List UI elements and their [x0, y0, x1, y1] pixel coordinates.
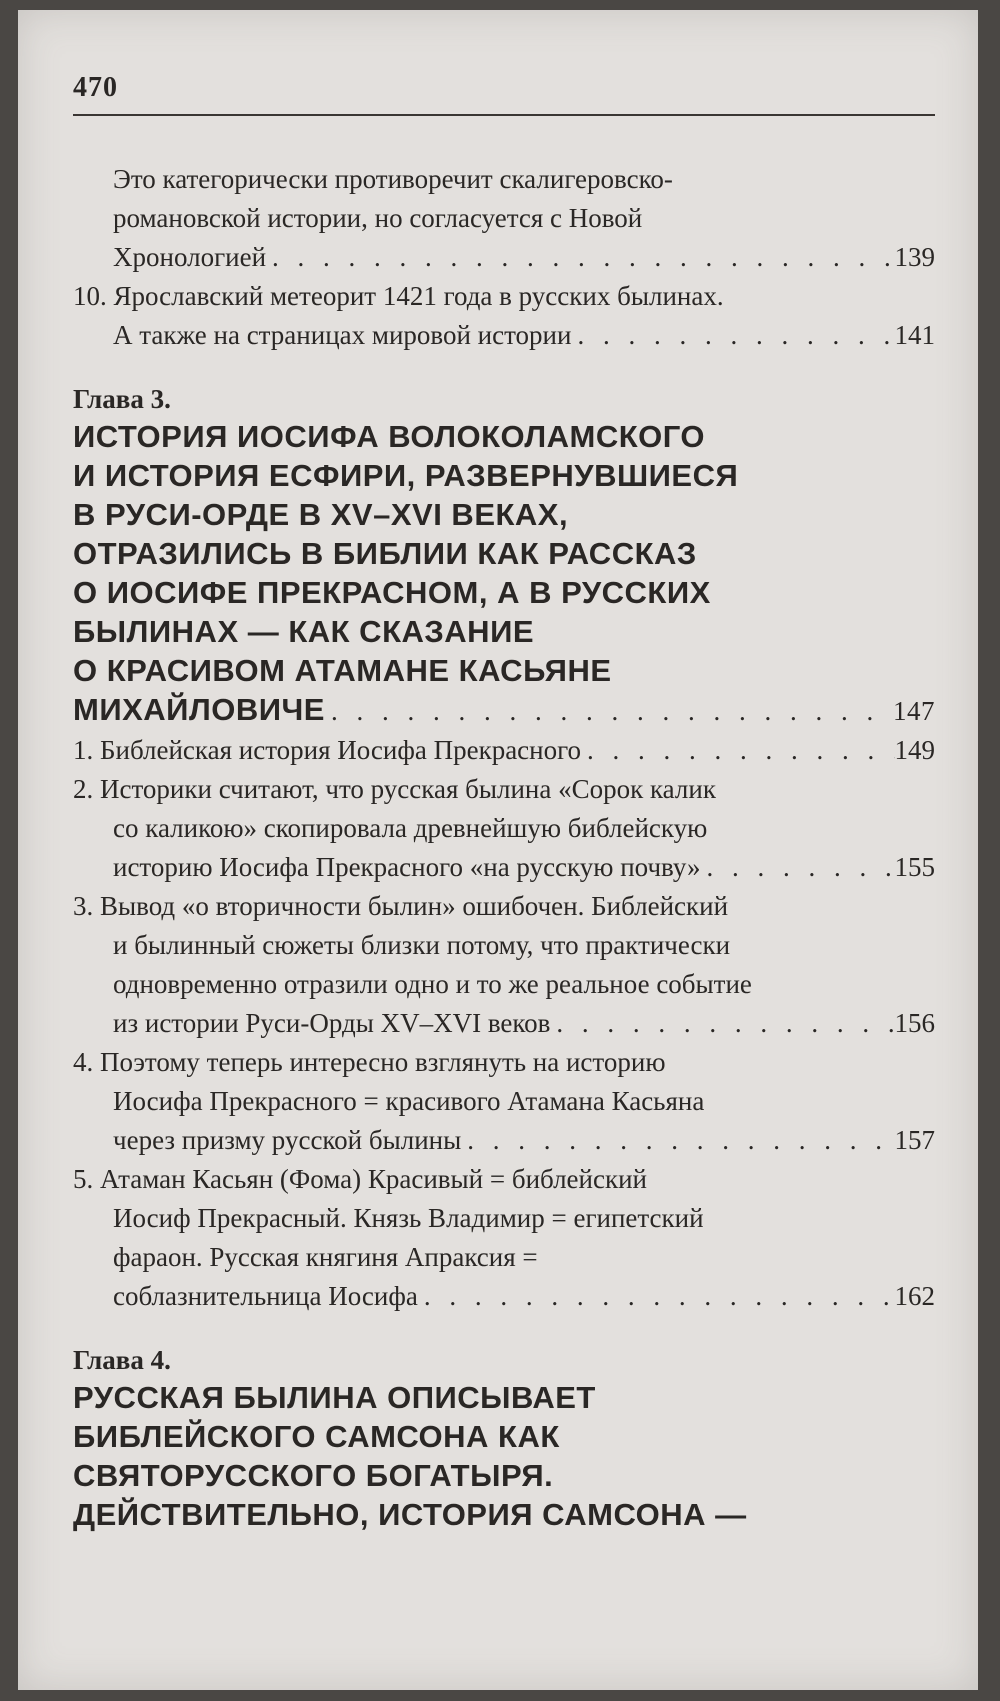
toc-entry-continued[interactable]: [73, 160, 935, 277]
toc-entry-last-line: [73, 1121, 935, 1160]
chapter-title-line: О КРАСИВОМ АТАМАНЕ КАСЬЯНЕ: [73, 653, 612, 688]
toc-page-number: 139: [894, 242, 935, 272]
toc-page-number: 147: [893, 696, 935, 726]
dot-leader: [581, 731, 894, 770]
chapter-label: Глава 3.: [73, 384, 171, 414]
toc-entry-line: 5. Атаман Касьян (Фома) Красивый = библейский: [73, 1164, 647, 1194]
chapter-title-line: ОТРАЗИЛИСЬ В БИБЛИИ КАК РАССКАЗ: [73, 536, 697, 571]
toc-entry-line: со каликою» скопировала древнейшую библейскую: [113, 813, 708, 843]
chapter-label: Глава 4.: [73, 1345, 171, 1375]
chapter-title-line: ДЕЙСТВИТЕЛЬНО, ИСТОРИЯ САМСОНА —: [73, 1497, 747, 1532]
dot-leader: [461, 1121, 894, 1160]
toc-page-number: 141: [894, 320, 935, 350]
page-number: 470: [73, 72, 118, 103]
toc-entry-text: А также на страницах мировой истории: [113, 320, 572, 350]
chapter-title-last-line: [73, 690, 935, 731]
dot-leader: [418, 1277, 895, 1316]
toc-entry-last-line: [73, 316, 935, 355]
chapter-title-line: БЫЛИНАХ — КАК СКАЗАНИЕ: [73, 614, 535, 649]
toc-entry-text: 1. Библейская история Иосифа Прекрасного: [73, 735, 582, 765]
chapter-title-line: И ИСТОРИЯ ЕСФИРИ, РАЗВЕРНУВШИЕСЯ: [73, 458, 739, 493]
chapter-title-line: БИБЛЕЙСКОГО САМСОНА КАК: [73, 1419, 560, 1454]
toc-page-number: 155: [894, 852, 935, 882]
toc-entry-3-2[interactable]: [73, 770, 935, 887]
toc-entry-line: фараон. Русская княгиня Апраксия =: [113, 1242, 538, 1272]
chapter-4[interactable]: [73, 1342, 935, 1534]
toc-entry-line: 2. Историки считают, что русская былина «Сорок калик: [73, 774, 716, 804]
toc-entry-text: соблазнительница Иосифа: [113, 1281, 418, 1311]
toc-entry-line: одновременно отразили одно и то же реальное событие: [113, 969, 752, 999]
toc-entry-text: Хронологией: [113, 242, 267, 272]
toc-entry-10[interactable]: [73, 277, 935, 355]
toc-entry-line: 4. Поэтому теперь интересно взглянуть на историю: [73, 1047, 666, 1077]
chapter-title-line: СВЯТОРУССКОГО БОГАТЫРЯ.: [73, 1458, 554, 1493]
toc-page-number: 162: [894, 1281, 935, 1311]
toc-entry-3-4[interactable]: [73, 1043, 935, 1160]
page-header: [73, 72, 935, 116]
table-of-contents: [73, 160, 935, 1534]
dot-leader: [325, 692, 893, 731]
toc-entry-line: Это категорически противоречит скалигеровско-: [113, 164, 673, 194]
chapter-title-line: В РУСИ-ОРДЕ В XV–XVI ВЕКАХ,: [73, 497, 569, 532]
chapter-title-text: МИХАЙЛОВИЧЕ: [73, 692, 325, 727]
toc-entry-line: романовской истории, но согласуется с Новой: [113, 203, 643, 233]
chapter-title-line: О ИОСИФЕ ПРЕКРАСНОМ, А В РУССКИХ: [73, 575, 711, 610]
toc-entry-text: историю Иосифа Прекрасного «на русскую почву»: [113, 852, 701, 882]
toc-entry-3-5[interactable]: [73, 1160, 935, 1316]
toc-entry-line: Иосифа Прекрасного = красивого Атамана Касьяна: [113, 1086, 705, 1116]
toc-entry-line: 3. Вывод «о вторичности былин» ошибочен. Библейский: [73, 891, 729, 921]
toc-entry-text: из истории Руси-Орды XV–XVI веков: [113, 1008, 551, 1038]
toc-entry-last-line: [73, 1277, 935, 1316]
book-page: [18, 10, 978, 1690]
toc-entry-line: 10. Ярославский метеорит 1421 года в русских былинах.: [73, 281, 724, 311]
toc-page-number: 149: [894, 735, 935, 765]
chapter-3[interactable]: [73, 381, 935, 731]
chapter-title-line: РУССКАЯ БЫЛИНА ОПИСЫВАЕТ: [73, 1380, 596, 1415]
dot-leader: [550, 1004, 894, 1043]
dot-leader: [266, 238, 894, 277]
toc-page-number: 156: [894, 1008, 935, 1038]
toc-entry-line: Иосиф Прекрасный. Князь Владимир = египетский: [113, 1203, 704, 1233]
toc-entry-3-3[interactable]: [73, 887, 935, 1043]
toc-page-number: 157: [894, 1125, 935, 1155]
toc-entry-text: через призму русской былины: [113, 1125, 462, 1155]
toc-entry-last-line: [73, 848, 935, 887]
toc-entry-last-line: [73, 731, 935, 770]
toc-entry-line: и былинный сюжеты близки потому, что практически: [113, 930, 731, 960]
dot-leader: [571, 316, 894, 355]
chapter-title-line: ИСТОРИЯ ИОСИФА ВОЛОКОЛАМСКОГО: [73, 419, 706, 454]
toc-entry-last-line: [73, 1004, 935, 1043]
toc-entry-last-line: [73, 238, 935, 277]
toc-entry-3-1[interactable]: [73, 731, 935, 770]
dot-leader: [701, 848, 895, 887]
